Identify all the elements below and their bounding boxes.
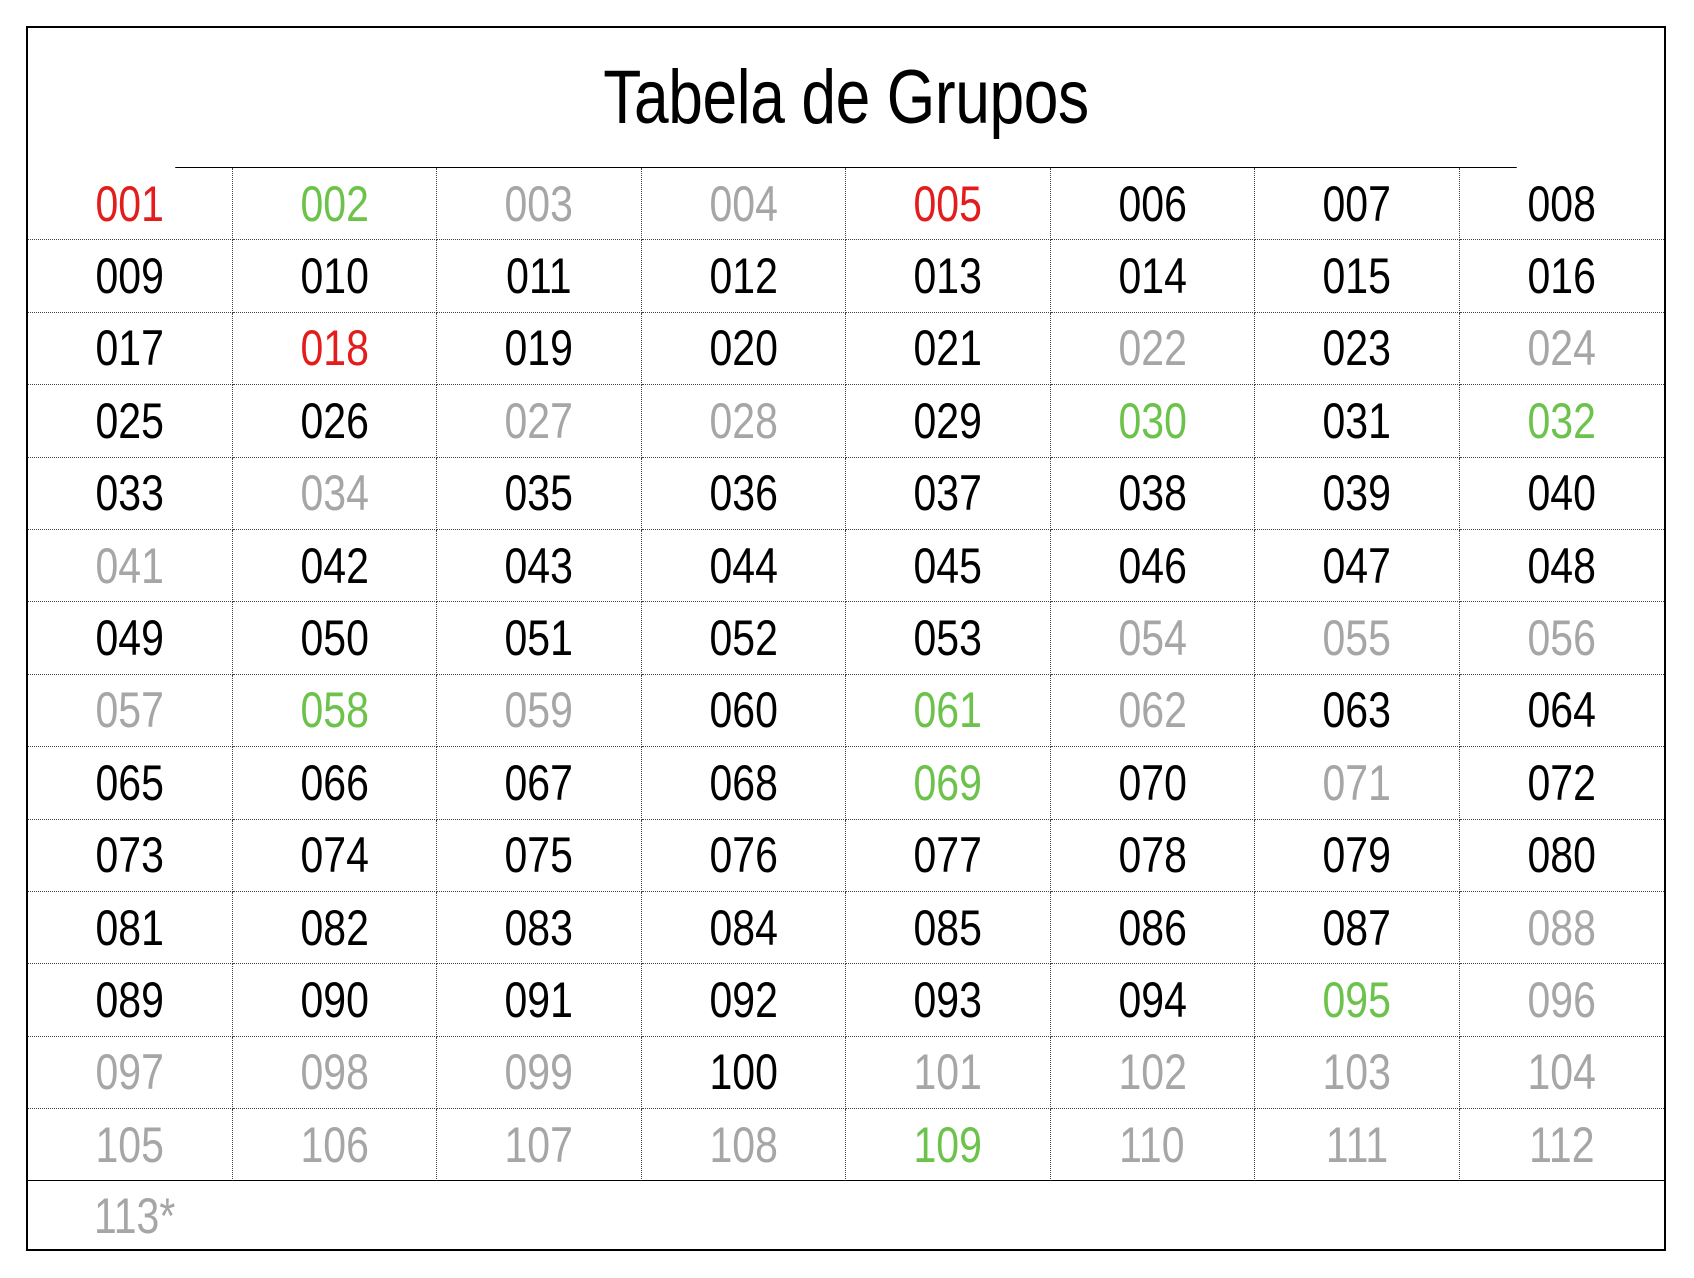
group-number: 011 <box>506 248 572 305</box>
group-number: 017 <box>95 320 164 377</box>
group-grid <box>28 168 1664 1181</box>
group-cell <box>1255 530 1460 602</box>
group-cell <box>846 168 1051 240</box>
group-cell <box>233 1109 438 1181</box>
group-cell <box>846 385 1051 457</box>
group-number: 032 <box>1527 392 1596 449</box>
group-number: 106 <box>300 1116 369 1173</box>
group-number: 108 <box>709 1116 778 1173</box>
group-number: 014 <box>1118 248 1187 305</box>
group-cell <box>642 530 847 602</box>
group-cell <box>642 168 847 240</box>
group-cell <box>1051 964 1256 1036</box>
group-cell <box>233 820 438 892</box>
group-cell <box>642 675 847 747</box>
group-cell <box>642 964 847 1036</box>
group-number: 001 <box>95 175 164 232</box>
group-cell <box>642 820 847 892</box>
group-number: 086 <box>1118 899 1187 956</box>
group-number: 052 <box>709 610 778 667</box>
group-number: 028 <box>709 392 778 449</box>
group-number: 024 <box>1527 320 1596 377</box>
group-cell <box>1460 168 1665 240</box>
group-cell <box>437 240 642 312</box>
group-number: 084 <box>709 899 778 956</box>
group-number: 081 <box>95 899 164 956</box>
group-number: 004 <box>709 175 778 232</box>
group-cell <box>642 747 847 819</box>
group-cell <box>1255 385 1460 457</box>
group-number: 047 <box>1322 537 1391 594</box>
group-cell <box>1051 313 1256 385</box>
group-cell <box>642 1037 847 1109</box>
group-cell <box>28 820 233 892</box>
group-number: 105 <box>95 1116 164 1173</box>
group-cell <box>846 602 1051 674</box>
group-cell <box>1460 385 1665 457</box>
group-cell <box>437 530 642 602</box>
group-cell <box>1255 675 1460 747</box>
group-cell <box>846 1109 1051 1181</box>
table-footer <box>28 1181 1664 1251</box>
group-cell <box>1460 892 1665 964</box>
group-number: 034 <box>300 465 369 522</box>
group-cell <box>1051 747 1256 819</box>
group-cell <box>437 1037 642 1109</box>
group-number: 026 <box>300 392 369 449</box>
group-cell <box>1051 385 1256 457</box>
group-number: 079 <box>1322 827 1391 884</box>
group-number: 005 <box>913 175 982 232</box>
group-number: 076 <box>709 827 778 884</box>
group-cell <box>1460 530 1665 602</box>
group-cell <box>1051 458 1256 530</box>
group-cell <box>1460 675 1665 747</box>
group-cell <box>28 313 233 385</box>
group-number: 033 <box>95 465 164 522</box>
group-cell <box>437 964 642 1036</box>
group-cell <box>1460 602 1665 674</box>
group-number: 049 <box>95 610 164 667</box>
group-number: 097 <box>95 1044 164 1101</box>
group-cell <box>233 530 438 602</box>
group-number: 078 <box>1118 827 1187 884</box>
group-number: 043 <box>504 537 573 594</box>
group-number: 045 <box>913 537 982 594</box>
page-title: Tabela de Grupos <box>175 28 1517 168</box>
group-number: 072 <box>1527 754 1596 811</box>
group-number: 037 <box>913 465 982 522</box>
group-cell <box>28 458 233 530</box>
group-number: 041 <box>95 537 164 594</box>
group-cell <box>642 385 847 457</box>
group-cell <box>1460 747 1665 819</box>
group-number: 060 <box>709 682 778 739</box>
group-cell <box>642 1109 847 1181</box>
group-number: 094 <box>1118 971 1187 1028</box>
group-number: 064 <box>1527 682 1596 739</box>
group-cell <box>1051 240 1256 312</box>
group-number: 036 <box>709 465 778 522</box>
group-number: 042 <box>300 537 369 594</box>
group-cell <box>233 747 438 819</box>
group-cell <box>846 313 1051 385</box>
group-number: 096 <box>1527 971 1596 1028</box>
group-number: 111 <box>1325 1116 1388 1173</box>
group-number: 063 <box>1322 682 1391 739</box>
group-number: 102 <box>1118 1044 1187 1101</box>
group-cell <box>846 458 1051 530</box>
group-number: 089 <box>95 971 164 1028</box>
group-cell <box>846 820 1051 892</box>
group-number: 065 <box>95 754 164 811</box>
group-cell <box>437 675 642 747</box>
group-cell <box>1051 602 1256 674</box>
group-cell <box>1255 168 1460 240</box>
group-number: 013 <box>913 248 982 305</box>
group-number: 055 <box>1322 610 1391 667</box>
group-cell <box>28 964 233 1036</box>
group-cell <box>1460 1109 1665 1181</box>
group-number: 009 <box>95 248 164 305</box>
group-cell <box>1255 1109 1460 1181</box>
group-number: 062 <box>1118 682 1187 739</box>
group-cell <box>233 168 438 240</box>
group-number: 022 <box>1118 320 1187 377</box>
group-cell <box>846 1037 1051 1109</box>
group-number: 066 <box>300 754 369 811</box>
group-number: 051 <box>504 610 573 667</box>
group-number: 080 <box>1527 827 1596 884</box>
group-cell <box>437 313 642 385</box>
group-cell <box>233 1037 438 1109</box>
group-cell <box>1051 1037 1256 1109</box>
group-cell <box>28 168 233 240</box>
group-number: 103 <box>1322 1044 1391 1101</box>
group-number: 067 <box>504 754 573 811</box>
group-number: 100 <box>709 1044 778 1101</box>
group-cell <box>437 892 642 964</box>
group-cell <box>1255 820 1460 892</box>
group-number: 039 <box>1322 465 1391 522</box>
group-cell <box>28 530 233 602</box>
group-cell <box>28 385 233 457</box>
group-number: 018 <box>300 320 369 377</box>
group-cell <box>233 602 438 674</box>
group-cell <box>437 385 642 457</box>
group-cell <box>642 458 847 530</box>
group-number: 031 <box>1322 392 1391 449</box>
group-cell <box>28 1109 233 1181</box>
group-cell <box>28 675 233 747</box>
group-cell <box>233 675 438 747</box>
group-number: 109 <box>913 1116 982 1173</box>
group-number: 069 <box>913 754 982 811</box>
group-cell <box>1255 313 1460 385</box>
group-number: 054 <box>1118 610 1187 667</box>
group-cell <box>1255 602 1460 674</box>
group-cell <box>28 1037 233 1109</box>
group-cell <box>1460 313 1665 385</box>
group-cell <box>1460 1037 1665 1109</box>
group-cell <box>233 964 438 1036</box>
group-number: 095 <box>1322 971 1391 1028</box>
group-cell <box>233 458 438 530</box>
group-cell <box>846 892 1051 964</box>
group-number: 029 <box>913 392 982 449</box>
group-number: 025 <box>95 392 164 449</box>
group-number: 008 <box>1527 175 1596 232</box>
group-number: 068 <box>709 754 778 811</box>
group-cell <box>1255 240 1460 312</box>
group-number: 061 <box>913 682 982 739</box>
group-cell <box>1051 675 1256 747</box>
group-number: 070 <box>1118 754 1187 811</box>
group-cell <box>846 240 1051 312</box>
group-cell <box>846 675 1051 747</box>
group-number: 006 <box>1118 175 1187 232</box>
group-number: 038 <box>1118 465 1187 522</box>
group-number: 027 <box>504 392 573 449</box>
group-number: 090 <box>300 971 369 1028</box>
group-cell <box>1051 168 1256 240</box>
group-number: 015 <box>1322 248 1391 305</box>
group-number: 074 <box>300 827 369 884</box>
group-number: 104 <box>1527 1044 1596 1101</box>
group-number: 016 <box>1527 248 1596 305</box>
group-number: 093 <box>913 971 982 1028</box>
group-cell <box>437 458 642 530</box>
group-number: 030 <box>1118 392 1187 449</box>
group-number: 082 <box>300 899 369 956</box>
group-number: 021 <box>913 320 982 377</box>
group-number: 040 <box>1527 465 1596 522</box>
group-cell <box>1255 747 1460 819</box>
group-cell <box>1051 820 1256 892</box>
group-cell <box>846 530 1051 602</box>
group-cell <box>437 747 642 819</box>
group-number: 048 <box>1527 537 1596 594</box>
group-cell <box>642 892 847 964</box>
group-cell <box>437 820 642 892</box>
group-number: 087 <box>1322 899 1391 956</box>
group-cell <box>1051 530 1256 602</box>
group-number: 098 <box>300 1044 369 1101</box>
group-number: 099 <box>504 1044 573 1101</box>
group-cell <box>1460 240 1665 312</box>
group-cell <box>437 168 642 240</box>
group-cell <box>28 747 233 819</box>
group-number: 046 <box>1118 537 1187 594</box>
group-number: 003 <box>504 175 573 232</box>
group-cell <box>28 892 233 964</box>
group-number: 110 <box>1119 1116 1185 1173</box>
group-cell <box>28 602 233 674</box>
footer-note: 113* <box>94 1188 176 1245</box>
group-number: 002 <box>300 175 369 232</box>
group-cell <box>1460 820 1665 892</box>
group-cell <box>1255 964 1460 1036</box>
group-cell <box>1051 892 1256 964</box>
group-cell <box>642 240 847 312</box>
group-number: 092 <box>709 971 778 1028</box>
group-cell <box>233 240 438 312</box>
group-number: 007 <box>1322 175 1391 232</box>
group-number: 035 <box>504 465 573 522</box>
group-cell <box>233 313 438 385</box>
group-number: 019 <box>504 320 573 377</box>
group-number: 101 <box>913 1044 982 1101</box>
group-cell <box>1255 892 1460 964</box>
group-cell <box>1460 964 1665 1036</box>
group-cell <box>846 747 1051 819</box>
group-cell <box>1460 458 1665 530</box>
group-cell <box>642 602 847 674</box>
group-number: 023 <box>1322 320 1391 377</box>
group-number: 091 <box>504 971 573 1028</box>
group-cell <box>437 602 642 674</box>
group-number: 107 <box>504 1116 573 1173</box>
group-number: 059 <box>504 682 573 739</box>
group-number: 083 <box>504 899 573 956</box>
group-cell <box>1255 458 1460 530</box>
group-table-sheet <box>26 26 1666 1251</box>
group-number: 020 <box>709 320 778 377</box>
group-cell <box>233 385 438 457</box>
group-number: 056 <box>1527 610 1596 667</box>
group-number: 071 <box>1322 754 1391 811</box>
group-cell <box>28 240 233 312</box>
group-cell <box>642 313 847 385</box>
group-number: 073 <box>95 827 164 884</box>
group-number: 088 <box>1527 899 1596 956</box>
group-number: 112 <box>1529 1116 1595 1173</box>
group-cell <box>233 892 438 964</box>
group-number: 075 <box>504 827 573 884</box>
group-number: 077 <box>913 827 982 884</box>
group-number: 012 <box>709 248 778 305</box>
group-number: 085 <box>913 899 982 956</box>
group-cell <box>1051 1109 1256 1181</box>
group-number: 053 <box>913 610 982 667</box>
group-cell <box>437 1109 642 1181</box>
group-number: 050 <box>300 610 369 667</box>
group-number: 057 <box>95 682 164 739</box>
group-number: 058 <box>300 682 369 739</box>
group-number: 010 <box>300 248 369 305</box>
group-cell <box>846 964 1051 1036</box>
group-number: 044 <box>709 537 778 594</box>
group-cell <box>1255 1037 1460 1109</box>
